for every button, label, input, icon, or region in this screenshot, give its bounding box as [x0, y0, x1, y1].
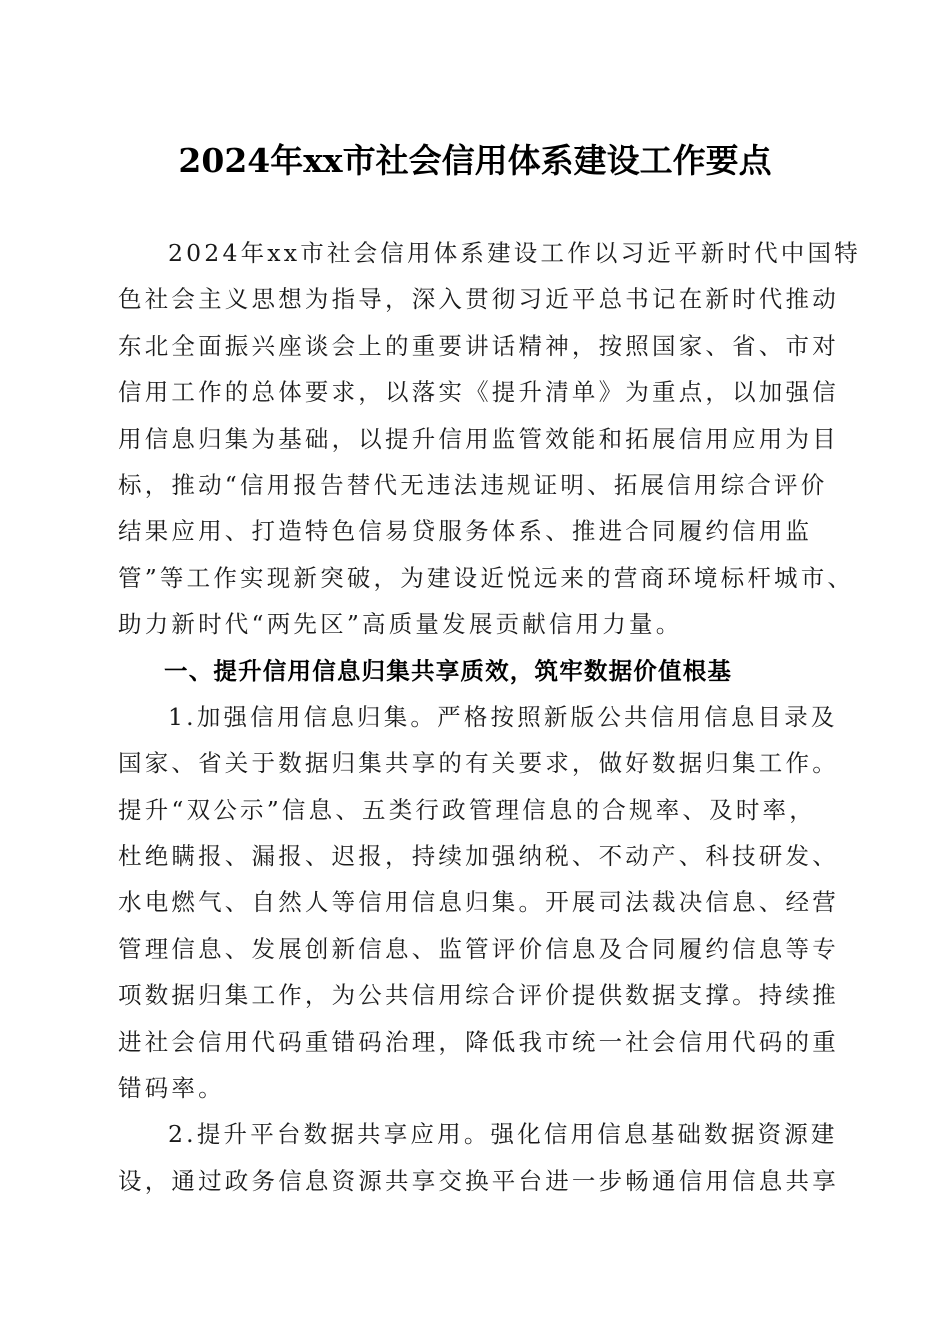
paragraph-line: 进社会信用代码重错码治理，降低我市统一社会信用代码的重 [118, 1027, 839, 1056]
document-title: 2024年xx市社会信用体系建设工作要点 [178, 141, 772, 180]
paragraph-line: 2024年xx市社会信用体系建设工作以习近平新时代中国特 [168, 239, 861, 267]
paragraph-line: 色社会主义思想为指导，深入贯彻习近平总书记在新时代推动 [118, 285, 839, 314]
paragraph-line: 东北全面振兴座谈会上的重要讲话精神，按照国家、省、市对 [118, 331, 839, 360]
paragraph-line: 错码率。 [118, 1074, 225, 1103]
paragraph-line: 杜绝瞒报、漏报、迟报，持续加强纳税、不动产、科技研发、 [118, 842, 839, 871]
paragraph-line: 项数据归集工作，为公共信用综合评价提供数据支撑。持续推 [118, 981, 839, 1010]
paragraph-line: 用信息归集为基础，以提升信用监管效能和拓展信用应用为目 [118, 424, 839, 453]
paragraph-line: 2.提升平台数据共享应用。强化信用信息基础数据资源建 [168, 1120, 838, 1149]
paragraph-line: 国家、省关于数据归集共享的有关要求，做好数据归集工作。 [118, 749, 839, 778]
document-body [118, 230, 861, 1204]
paragraph-line: 1.加强信用信息归集。严格按照新版公共信用信息目录及 [168, 702, 838, 731]
paragraph-line: 管”等工作实现新突破，为建设近悦远来的营商环境标杆城市、 [118, 563, 855, 592]
paragraph-line: 设，通过政务信息资源共享交换平台进一步畅通信用信息共享 [118, 1166, 839, 1195]
paragraph-line: 标，推动“信用报告替代无违法违规证明、拓展信用综合评价 [118, 470, 828, 499]
section-heading: 一、提升信用信息归集共享质效，筑牢数据价值根基 [164, 656, 733, 685]
paragraph-line: 水电燃气、自然人等信用信息归集。开展司法裁决信息、经营 [118, 888, 839, 917]
paragraph-line: 助力新时代“两先区”高质量发展贡献信用力量。 [118, 610, 683, 639]
paragraph-line: 提升“双公示”信息、五类行政管理信息的合规率、及时率， [118, 795, 816, 824]
paragraph-line: 结果应用、打造特色信易贷服务体系、推进合同履约信用监 [118, 517, 813, 546]
paragraph-line: 信用工作的总体要求，以落实《提升清单》为重点，以加强信 [118, 378, 839, 407]
paragraph-line: 管理信息、发展创新信息、监管评价信息及合同履约信息等专 [118, 934, 839, 963]
